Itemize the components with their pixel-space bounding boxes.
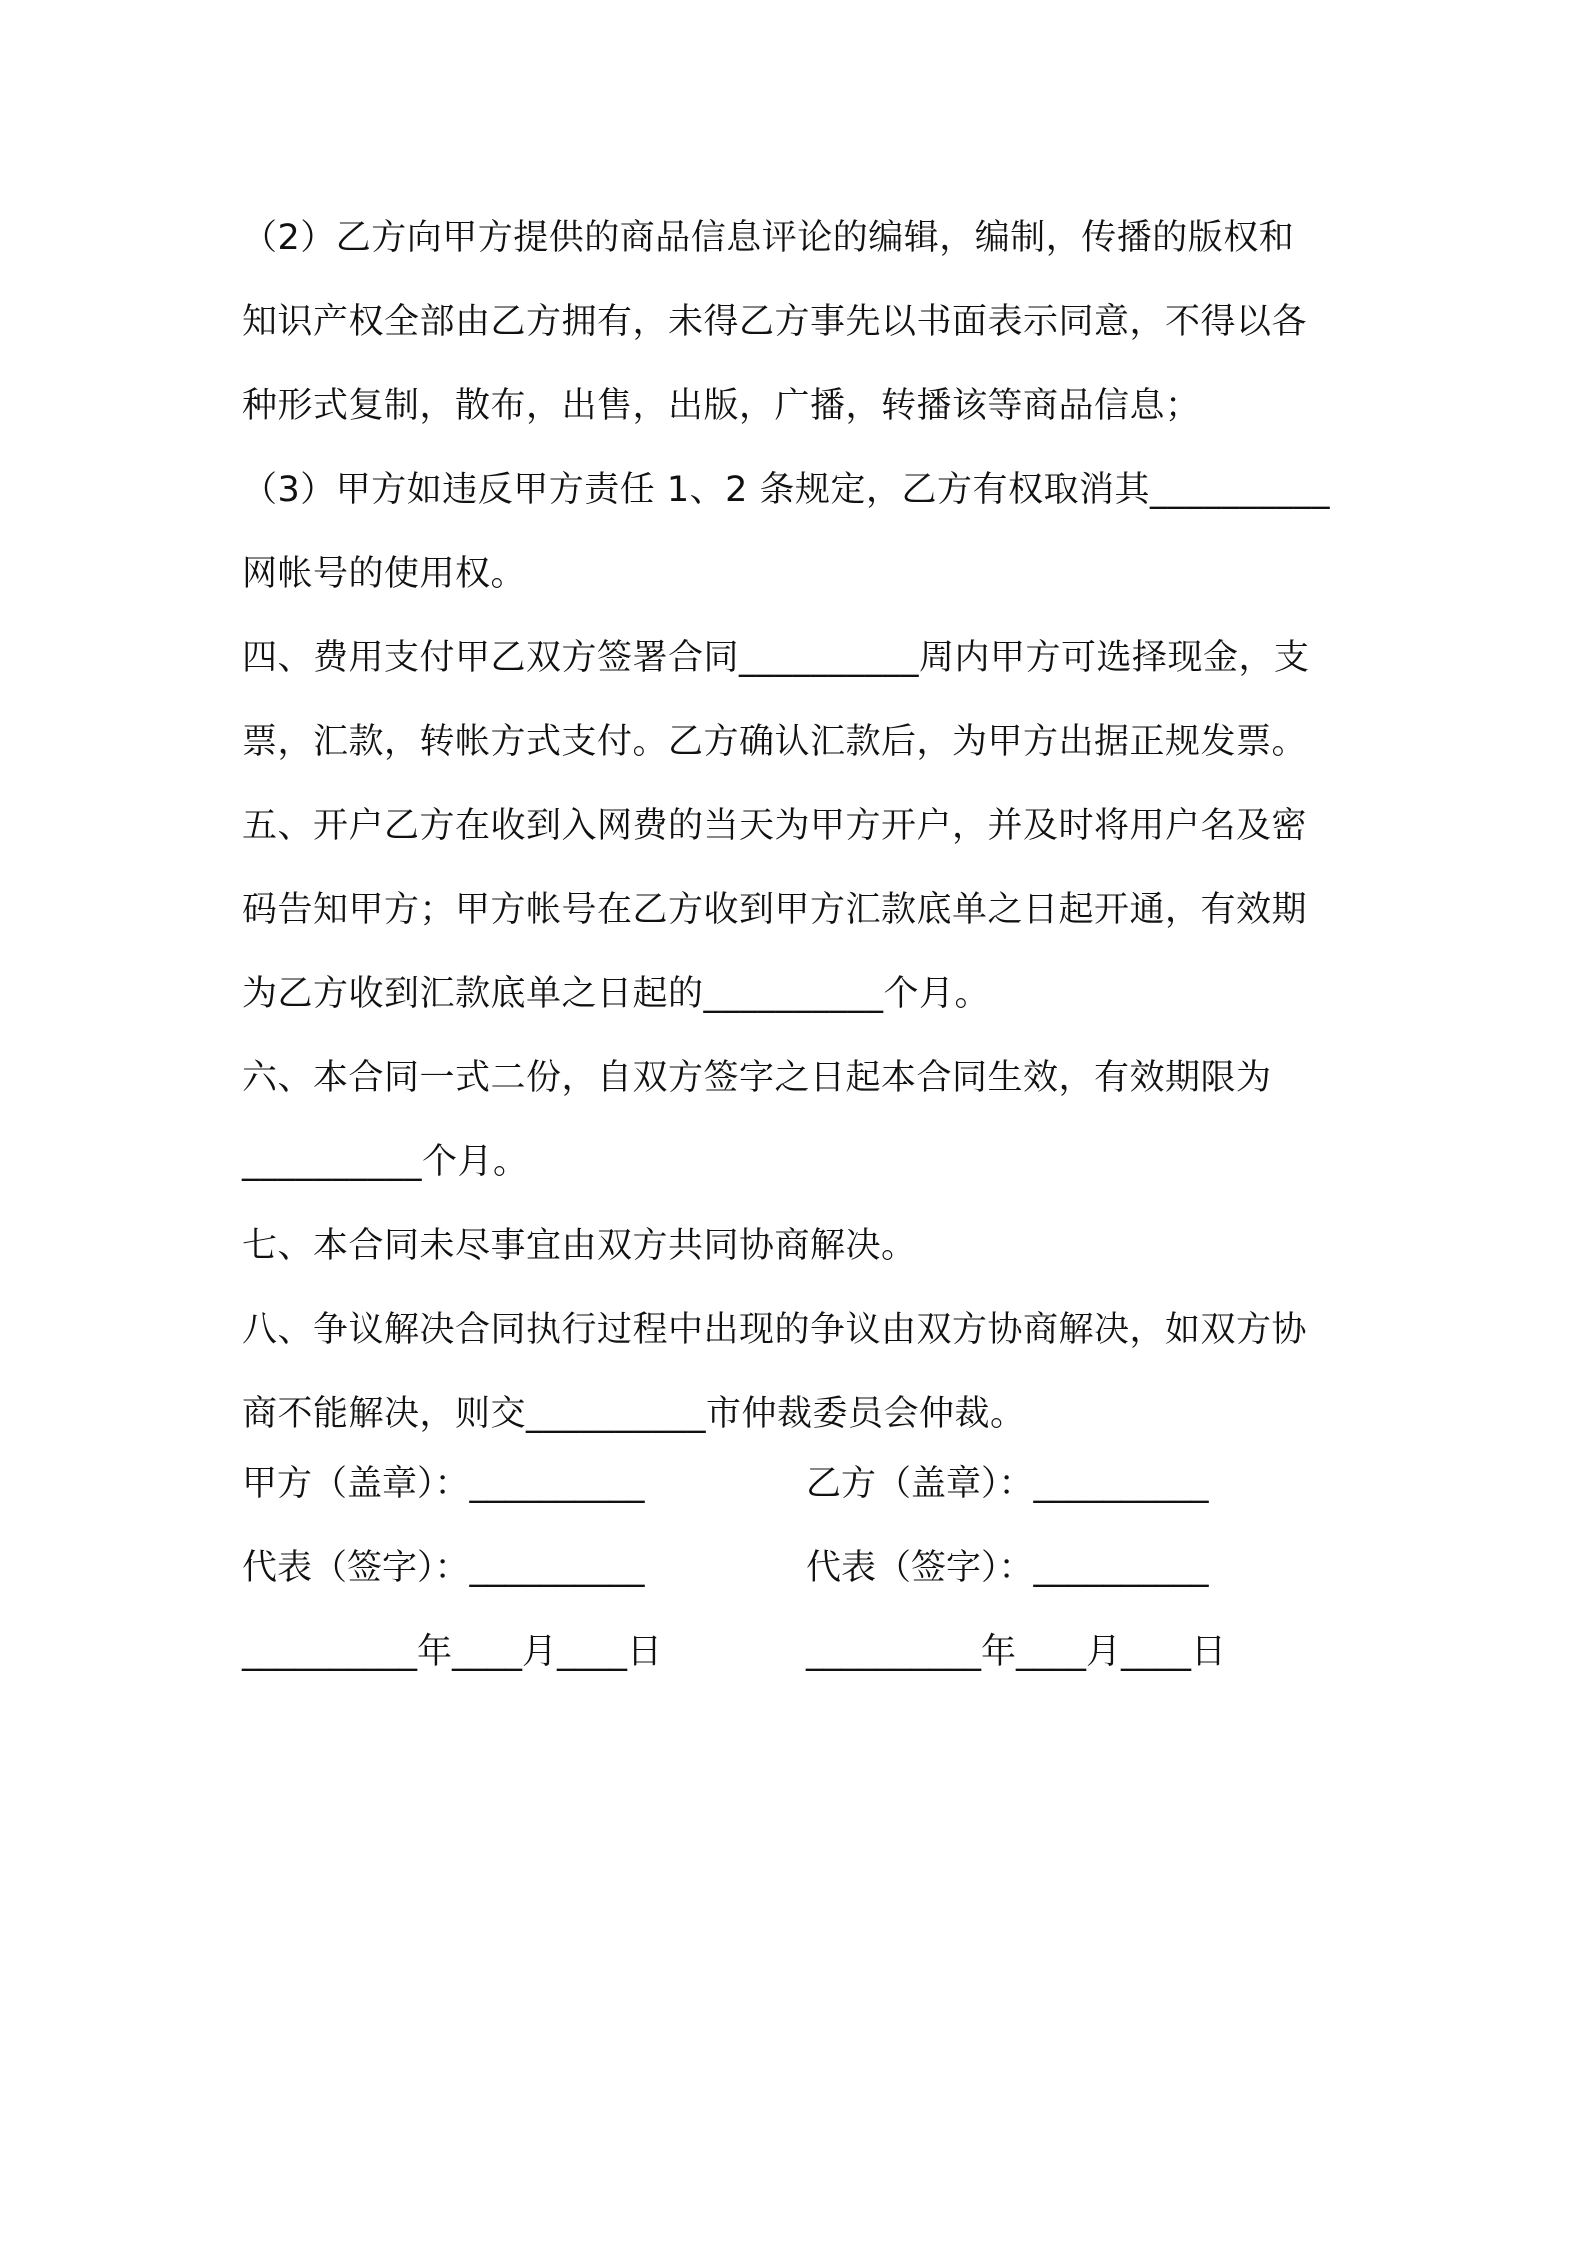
section-4-line-2: 票，汇款，转帐方式支付。乙方确认汇款后，为甲方出据正规发票。 (242, 722, 1308, 762)
section-8-line-1: 八、争议解决合同执行过程中出现的争议由双方协商解决，如双方协 (242, 1310, 1308, 1350)
section-4-line-1: 四、费用支付甲乙双方签署合同__________周内甲方可选择现金，支 (242, 638, 1310, 678)
signature-block (242, 1442, 1362, 1694)
section-6-line-2: __________个月。 (242, 1142, 529, 1182)
clause-2-line-2: 知识产权全部由乙方拥有，未得乙方事先以书面表示同意，不得以各 (242, 302, 1308, 342)
section-8-line-2: 商不能解决，则交__________市仲裁委员会仲裁。 (242, 1394, 1026, 1434)
clause-3-line-2: 网帐号的使用权。 (242, 554, 527, 594)
party-a-seal: 甲方（盖章）：__________ (242, 1464, 645, 1504)
party-b-seal: 乙方（盖章）：__________ (806, 1464, 1209, 1504)
party-b-representative: 代表（签字）：__________ (806, 1548, 1209, 1588)
representative-row (242, 1526, 1362, 1610)
party-a-representative: 代表（签字）：__________ (242, 1548, 645, 1588)
seal-row (242, 1442, 1362, 1526)
date-row (242, 1610, 1362, 1694)
section-7-line-1: 七、本合同未尽事宜由双方共同协商解决。 (242, 1226, 917, 1266)
contract-body (242, 196, 1362, 1456)
section-5-line-2: 码告知甲方；甲方帐号在乙方收到甲方汇款底单之日起开通，有效期 (242, 890, 1308, 930)
clause-3-line-1: （3）甲方如违反甲方责任 1、2 条规定，乙方有权取消其__________ (242, 470, 1331, 510)
clause-2-line-3: 种形式复制，散布，出售，出版，广播，转播该等商品信息； (242, 386, 1201, 426)
section-5-line-1: 五、开户乙方在收到入网费的当天为甲方开户，并及时将用户名及密 (242, 806, 1308, 846)
clause-2-line-1: （2）乙方向甲方提供的商品信息评论的编辑，编制，传播的版权和 (242, 218, 1295, 258)
section-6-line-1: 六、本合同一式二份，自双方签字之日起本合同生效，有效期限为 (242, 1058, 1272, 1098)
section-5-line-3: 为乙方收到汇款底单之日起的__________个月。 (242, 974, 991, 1014)
party-b-date: __________年____月____日 (806, 1632, 1227, 1672)
party-a-date: __________年____月____日 (242, 1632, 663, 1672)
